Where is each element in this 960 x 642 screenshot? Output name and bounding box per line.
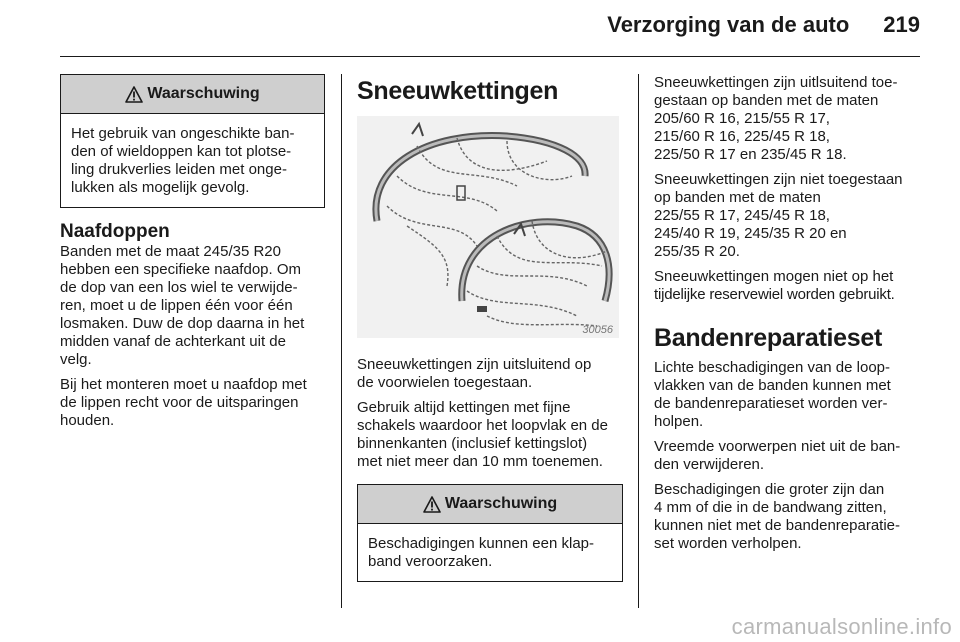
spare-wheel-paragraph	[654, 268, 924, 304]
text-line: de dop van een los wiel te verwijde-	[60, 279, 298, 296]
text-line: band veroorzaken.	[368, 553, 493, 570]
header-title: Verzorging van de auto	[607, 12, 850, 37]
text-line: 255/35 R 20.	[654, 243, 740, 260]
repair-paragraph-2	[654, 438, 924, 474]
text-line: 245/40 R 19, 245/35 R 20 en	[654, 225, 847, 242]
hubcaps-heading: Naafdoppen	[60, 221, 170, 242]
text-line: lukken als mogelijk gevolg.	[71, 179, 250, 196]
text-line: den verwijderen.	[654, 456, 765, 473]
text-line: gestaan op banden met de maten	[654, 92, 879, 109]
text-line: de bandenreparatieset worden ver-	[654, 395, 888, 412]
right-column	[654, 74, 924, 560]
repair-paragraph-3	[654, 481, 924, 553]
warning-header	[61, 75, 324, 114]
repair-kit-heading: Bandenreparatieset	[654, 324, 883, 352]
text-line: de lippen recht voor de uitsparingen	[60, 394, 299, 411]
warning-box-chains	[357, 484, 623, 582]
text-line: tijdelijke reservewiel worden gebruikt.	[654, 286, 895, 303]
warning-header	[358, 485, 622, 524]
text-line: op banden met de maten	[654, 189, 821, 206]
hubcaps-paragraph-1	[60, 243, 325, 369]
text-line: losmaken. Duw de dop daarna in het	[60, 315, 305, 332]
snow-chains-illustration	[357, 116, 619, 338]
page-header	[607, 12, 920, 38]
snow-chains-paragraph-2	[357, 399, 625, 471]
text-line: Gebruik altijd kettingen met fijne	[357, 399, 571, 416]
column-divider-2	[638, 74, 639, 608]
page-number: 219	[883, 12, 920, 37]
text-line: Sneeuwkettingen zijn niet toegestaan	[654, 171, 903, 188]
snow-chains-heading: Sneeuwkettingen	[357, 77, 559, 105]
text-line: Lichte beschadigingen van de loop-	[654, 359, 891, 376]
text-line: set worden verholpen.	[654, 535, 802, 552]
column-divider-1	[341, 74, 342, 608]
middle-column	[357, 74, 625, 582]
text-line: 215/60 R 16, 225/45 R 18,	[654, 128, 830, 145]
text-line: 225/50 R 17 en 235/45 R 18.	[654, 146, 847, 163]
text-line: Sneeuwkettingen zijn uitsluitend op	[357, 356, 592, 373]
figure-code: 30056	[582, 324, 613, 336]
header-rule	[60, 56, 920, 57]
text-line: Sneeuwkettingen zijn uitlsuitend toe-	[654, 74, 898, 91]
text-line: kunnen niet met de bandenreparatie-	[654, 517, 901, 534]
text-line: Beschadigingen die groter zijn dan	[654, 481, 885, 498]
warning-triangle-icon	[125, 86, 143, 103]
text-line: ren, moet u de lippen één voor één	[60, 297, 293, 314]
snow-chains-drawing	[357, 116, 619, 338]
text-line: Beschadigingen kunnen een klap-	[368, 535, 595, 552]
text-line: de voorwielen toegestaan.	[357, 374, 533, 391]
warning-triangle-icon	[423, 496, 441, 513]
left-column	[60, 74, 325, 437]
text-line: Sneeuwkettingen mogen niet op het	[654, 268, 894, 285]
warning-text	[61, 114, 324, 207]
text-line: hebben een specifieke naafdop. Om	[60, 261, 302, 278]
text-line: 225/55 R 17, 245/45 R 18,	[654, 207, 830, 224]
snow-chains-paragraph-1	[357, 356, 625, 392]
text-line: holpen.	[654, 413, 704, 430]
text-line: Het gebruik van ongeschikte ban-	[71, 125, 295, 142]
allowed-sizes-paragraph	[654, 74, 924, 164]
disallowed-sizes-paragraph	[654, 171, 924, 261]
text-line: 205/60 R 16, 215/55 R 17,	[654, 110, 830, 127]
text-line: schakels waardoor het loopvlak en de	[357, 417, 608, 434]
text-line: Bij het monteren moet u naafdop met	[60, 376, 307, 393]
text-line: vlakken van de banden kunnen met	[654, 377, 891, 394]
repair-paragraph-1	[654, 359, 924, 431]
warning-box-tyres	[60, 74, 325, 208]
hubcaps-paragraph-2	[60, 376, 325, 430]
text-line: den of wieldoppen kan tot plotse-	[71, 143, 292, 160]
text-line: Banden met de maat 245/35 R20	[60, 243, 281, 260]
text-line: velg.	[60, 351, 92, 368]
warning-text	[358, 524, 622, 581]
warning-title: Waarschuwing	[147, 85, 260, 102]
text-line: met niet meer dan 10 mm toenemen.	[357, 453, 603, 470]
text-line: binnenkanten (inclusief kettingslot)	[357, 435, 588, 452]
text-line: ling drukverlies leiden met onge-	[71, 161, 287, 178]
text-line: Vreemde voorwerpen niet uit de ban-	[654, 438, 901, 455]
text-line: houden.	[60, 412, 115, 429]
warning-title: Waarschuwing	[444, 495, 558, 512]
text-line: 4 mm of die in de bandwang zitten,	[654, 499, 887, 516]
watermark: carmanualsonline.info	[731, 614, 952, 639]
text-line: midden vanaf de achterkant uit de	[60, 333, 286, 350]
